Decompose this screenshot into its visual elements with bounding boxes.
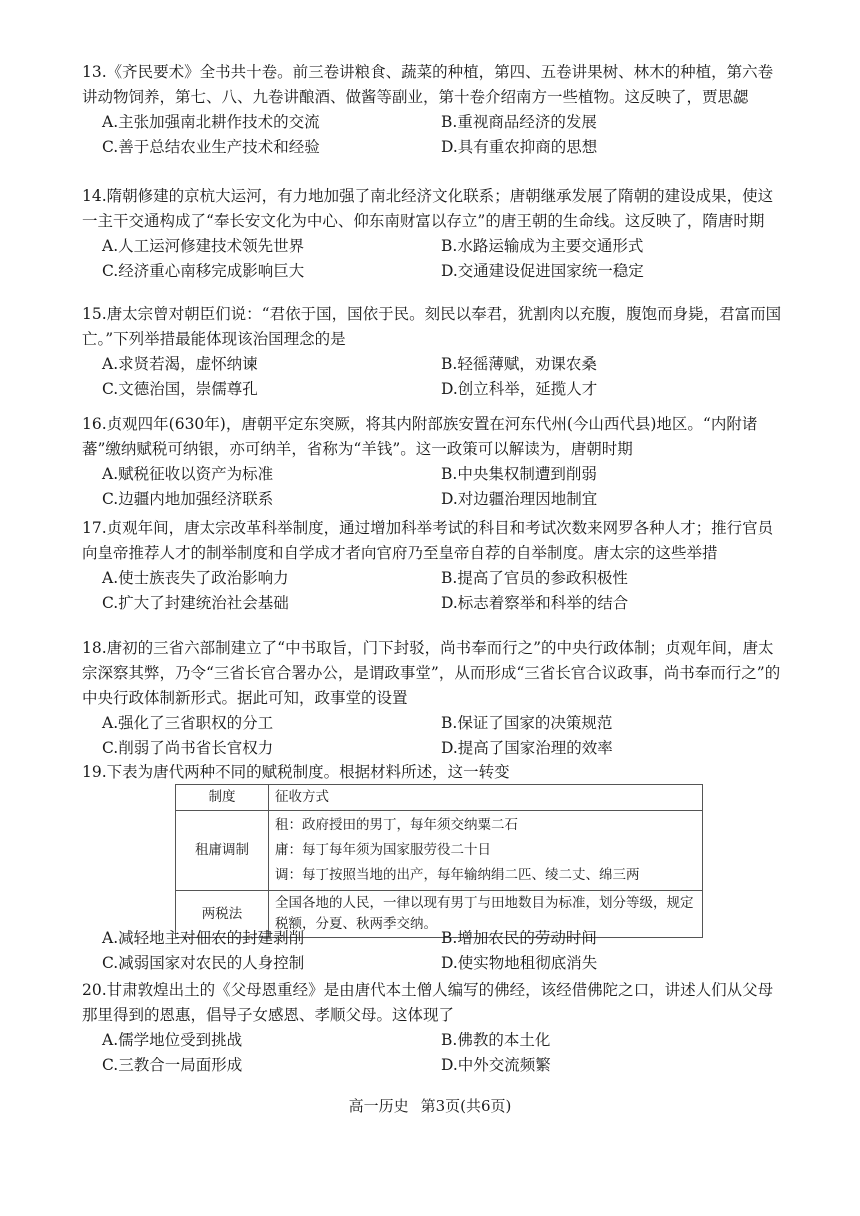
option-c[interactable]: C.善于总结农业生产技术和经验 (102, 138, 320, 156)
question-number: 16. (82, 415, 107, 433)
option-b[interactable]: B.提高了官员的参政积极性 (441, 569, 628, 587)
question-number: 13. (82, 63, 107, 81)
tax-system-table (175, 784, 703, 938)
option-a[interactable]: A.求贤若渴，虚怀纳谏 (102, 355, 258, 373)
options (102, 234, 782, 284)
table-header-cell: 征收方式 (269, 785, 703, 811)
option-d[interactable]: D.对边疆治理因地制宜 (441, 490, 598, 508)
question-stem: 贞观年间，唐太宗改革科举制度，通过增加科举考试的科目和考试次数来网罗各种人才；推行官员向皇帝推荐人才的制举制度和自学成才者向官府乃至皇帝自荐的自举制度。唐太宗的这些举措 (82, 519, 774, 562)
method-line: 全国各地的人民，一律以现有男丁与田地数目为标准，划分等级，规定税额，分夏、秋两季交纳。 (275, 895, 694, 932)
footer-subject: 高一历史 (348, 1097, 409, 1115)
question-15 (82, 302, 782, 402)
collection-method-cell (269, 811, 703, 891)
option-a[interactable]: A.主张加强南北耕作技术的交流 (102, 113, 320, 131)
option-c[interactable]: C.扩大了封建统治社会基础 (102, 594, 289, 612)
option-d[interactable]: D.具有重农抑商的思想 (441, 138, 598, 156)
option-d[interactable]: D.提高了国家治理的效率 (441, 739, 613, 757)
option-a[interactable]: A.使士族丧失了政治影响力 (102, 569, 289, 587)
options (102, 352, 782, 402)
option-a[interactable]: A.儒学地位受到挑战 (102, 1031, 243, 1049)
option-b[interactable]: B.重视商品经济的发展 (441, 113, 597, 131)
option-c[interactable]: C.三教合一局面形成 (102, 1056, 243, 1074)
question-20 (82, 978, 782, 1078)
options (102, 711, 782, 761)
question-13 (82, 60, 782, 160)
table-row (176, 811, 703, 891)
system-name-cell: 租庸调制 (176, 811, 269, 891)
method-line: 调：每丁按照当地的出产，每年输纳绢二匹、绫二丈、绵三两 (275, 867, 640, 883)
question-stem: 下表为唐代两种不同的赋税制度。根据材料所述，这一转变 (106, 763, 510, 781)
question-stem: 甘肃敦煌出土的《父母恩重经》是由唐代本土僧人编写的佛经，该经借佛陀之口，讲述人们从父母那里得到的恩惠，倡导子女感恩、孝顺父母。这体现了 (82, 981, 774, 1024)
option-d[interactable]: D.使实物地租彻底消失 (441, 954, 598, 972)
options (102, 926, 782, 976)
page-footer (0, 1095, 860, 1116)
question-number: 18. (82, 639, 107, 657)
option-b[interactable]: B.水路运输成为主要交通形式 (441, 237, 644, 255)
question-number: 19. (82, 763, 107, 781)
options (102, 1028, 782, 1078)
option-a[interactable]: A.赋税征收以资产为标准 (102, 465, 274, 483)
question-19 (82, 760, 782, 785)
question-17 (82, 516, 782, 616)
question-number: 15. (82, 305, 107, 323)
option-c[interactable]: C.文德治国，崇儒尊孔 (102, 380, 258, 398)
option-d[interactable]: D.交通建设促进国家统一稳定 (441, 262, 644, 280)
method-line: 租：政府授田的男丁，每年须交纳粟二石 (275, 817, 518, 833)
option-b[interactable]: B.佛教的本土化 (441, 1031, 551, 1049)
option-c[interactable]: C.经济重心南移完成影响巨大 (102, 262, 305, 280)
question-stem: 唐初的三省六部制建立了“中书取旨，门下封驳，尚书奉而行之”的中央行政体制；贞观年间，唐太宗深察其弊，乃令“三省长官合署办公，是谓政事堂”，从而形成“三省长官合议政事，尚书奉而行之”的中央行政体制新形式。据此可知，政事堂的设置 (82, 639, 781, 707)
question-stem: 贞观四年(630年)，唐朝平定东突厥，将其内附部族安置在河东代州(今山西代县)地区。“内附诸蕃”缴纳赋税可纳银，亦可纳羊，省称为“羊钱”。这一政策可以解读为，唐朝时期 (82, 415, 758, 458)
option-a[interactable]: A.人工运河修建技术领先世界 (102, 237, 305, 255)
question-19-options (82, 926, 782, 976)
option-b[interactable]: B.增加农民的劳动时间 (441, 929, 597, 947)
option-d[interactable]: D.中外交流频繁 (441, 1056, 551, 1074)
question-14 (82, 184, 782, 284)
system-name-cell: 两税法 (176, 891, 269, 938)
footer-page-number: 第3页(共6页) (420, 1097, 512, 1115)
question-stem: 隋朝修建的京杭大运河，有力地加强了南北经济文化联系；唐朝继承发展了隋朝的建设成果，使这一主干交通构成了“奉长安文化为中心、仰东南财富以存立”的唐王朝的生命线。这反映了，隋唐时期 (82, 187, 774, 230)
option-d[interactable]: D.创立科举，延揽人才 (441, 380, 598, 398)
table-header-row (176, 785, 703, 811)
options (102, 566, 782, 616)
option-c[interactable]: C.减弱国家对农民的人身控制 (102, 954, 305, 972)
option-c[interactable]: C.边疆内地加强经济联系 (102, 490, 274, 508)
question-number: 14. (82, 187, 107, 205)
table-header-cell: 制度 (176, 785, 269, 811)
option-c[interactable]: C.削弱了尚书省长官权力 (102, 739, 274, 757)
question-stem: 《齐民要术》全书共十卷。前三卷讲粮食、蔬菜的种植，第四、五卷讲果树、林木的种植，第六卷讲动物饲养，第七、八、九卷讲酿酒、做酱等副业，第十卷介绍南方一些植物。这反映了，贾思勰 (82, 63, 774, 106)
question-number: 20. (82, 981, 107, 999)
options (102, 110, 782, 160)
option-a[interactable]: A.减轻地主对佃农的封建剥削 (102, 929, 305, 947)
option-a[interactable]: A.强化了三省职权的分工 (102, 714, 274, 732)
option-b[interactable]: B.保证了国家的决策规范 (441, 714, 613, 732)
question-number: 17. (82, 519, 107, 537)
question-18 (82, 636, 782, 761)
option-b[interactable]: B.中央集权制遭到削弱 (441, 465, 597, 483)
option-b[interactable]: B.轻徭薄赋，劝课农桑 (441, 355, 597, 373)
option-d[interactable]: D.标志着察举和科举的结合 (441, 594, 629, 612)
question-16 (82, 412, 782, 512)
options (102, 462, 782, 512)
method-line: 庸：每丁每年须为国家服劳役二十日 (275, 842, 491, 858)
question-stem: 唐太宗曾对朝臣们说：“君依于国，国依于民。刻民以奉君，犹割肉以充腹，腹饱而身毙，君富而国亡。”下列举措最能体现该治国理念的是 (82, 305, 782, 348)
